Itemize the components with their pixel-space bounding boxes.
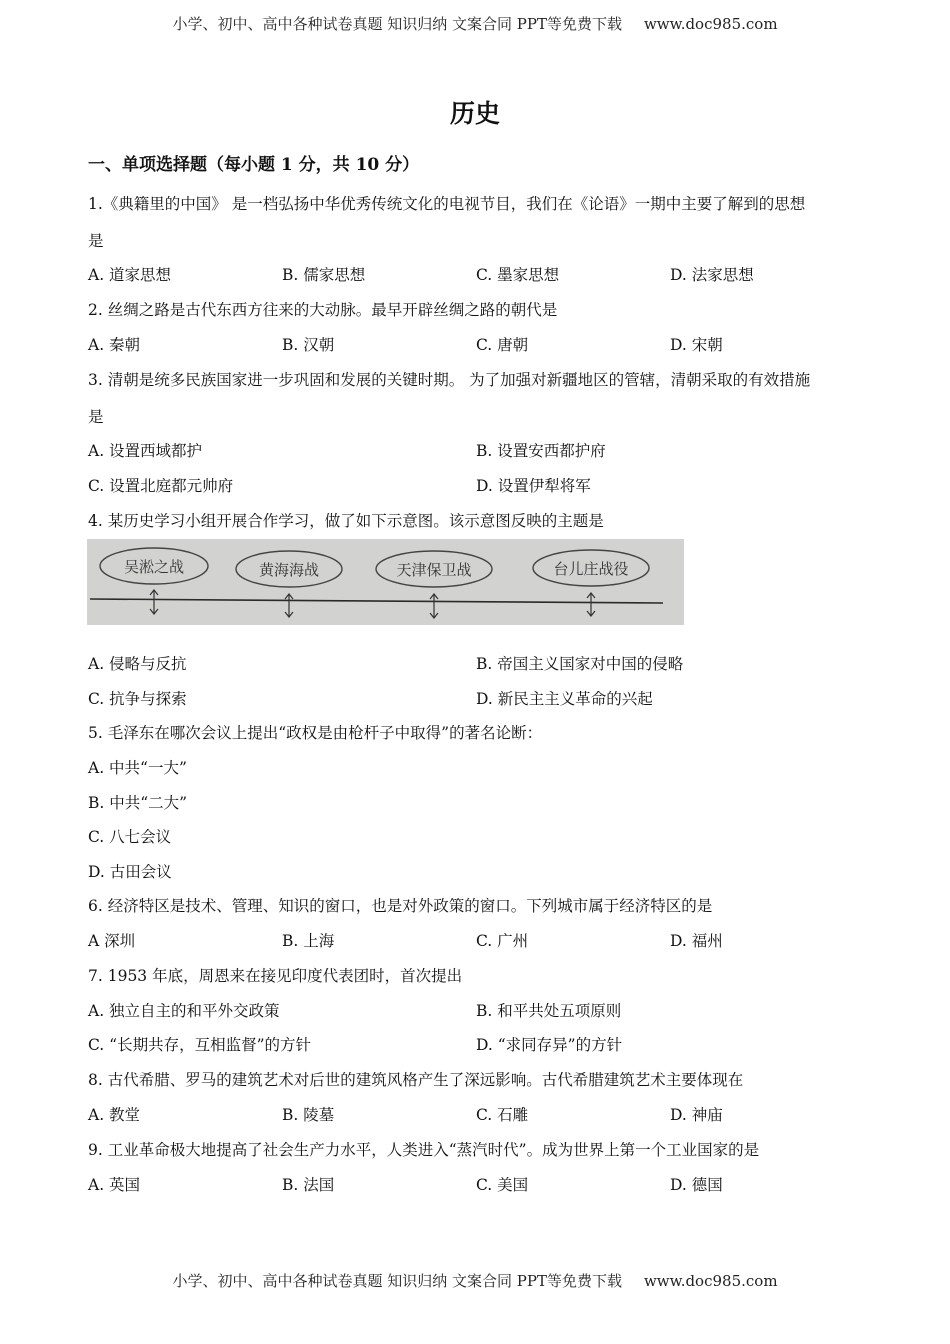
page-title: 历史 xyxy=(449,99,500,128)
q7-option-c[interactable]: C. “长期共存，互相监督”的方针 xyxy=(88,1036,312,1054)
q7-option-b[interactable]: B. 和平共处五项原则 xyxy=(476,1002,622,1020)
q4-option-d[interactable]: D. 新民主主义革命的兴起 xyxy=(476,690,653,708)
q9-option-b[interactable]: B. 法国 xyxy=(282,1176,335,1194)
q9-option-c[interactable]: C. 美国 xyxy=(476,1176,529,1194)
q4-option-b[interactable]: B. 帝国主义国家对中国的侵略 xyxy=(476,655,684,673)
q5-option-b[interactable]: B. 中共“二大” xyxy=(88,794,188,812)
q9-option-a[interactable]: A. 英国 xyxy=(88,1176,141,1194)
header-site-link[interactable]: www.doc985.com xyxy=(643,15,778,33)
footer-text: 小学、初中、高中各种试卷真题 知识归纳 文案合同 PPT等免费下载 xyxy=(172,1272,622,1290)
q8-option-c[interactable]: C. 石雕 xyxy=(476,1106,529,1124)
page-footer xyxy=(0,1270,950,1291)
q9-option-d[interactable]: D. 德国 xyxy=(670,1176,723,1194)
q7-option-a[interactable]: A. 独立自主的和平外交政策 xyxy=(88,1002,280,1020)
q1-option-b[interactable]: B. 儒家思想 xyxy=(282,266,366,284)
q6-option-c[interactable]: C. 广州 xyxy=(476,932,529,950)
section-heading: 一、单项选择题（每小题 1 分，共 10 分） xyxy=(88,155,420,175)
q1-option-d[interactable]: D. 法家思想 xyxy=(670,266,754,284)
question-4-stem: 4. 某历史学习小组开展合作学习，做了如下示意图。该示意图反映的主题是 xyxy=(88,512,604,530)
q8-option-a[interactable]: A. 教堂 xyxy=(88,1106,141,1124)
header-text: 小学、初中、高中各种试卷真题 知识归纳 文案合同 PPT等免费下载 xyxy=(172,15,622,33)
page-header xyxy=(0,13,950,34)
diagram-label-4: 台儿庄战役 xyxy=(553,560,629,578)
question-8-stem: 8. 古代希腊、罗马的建筑艺术对后世的建筑风格产生了深远影响。古代希腊建筑艺术主要体现在 xyxy=(88,1071,744,1089)
q8-option-d[interactable]: D. 神庙 xyxy=(670,1106,723,1124)
q2-option-b[interactable]: B. 汉朝 xyxy=(282,336,335,354)
question-1-stem: 1.《典籍里的中国》 是一档弘扬中华优秀传统文化的电视节目，我们在《论语》一期中主要了解到的思想 xyxy=(88,195,806,213)
q3-option-d[interactable]: D. 设置伊犁将军 xyxy=(476,477,591,495)
diagram-label-1: 吴淞之战 xyxy=(123,558,185,576)
diagram-label-2: 黄海海战 xyxy=(258,561,320,579)
q6-option-b[interactable]: B. 上海 xyxy=(282,932,335,950)
question-5-stem: 5. 毛泽东在哪次会议上提出“政权是由枪杆子中取得”的著名论断： xyxy=(88,724,543,742)
q1-option-a[interactable]: A. 道家思想 xyxy=(88,266,172,284)
footer-site-link[interactable]: www.doc985.com xyxy=(643,1272,778,1290)
q4-option-a[interactable]: A. 侵略与反抗 xyxy=(88,655,187,673)
question-2-stem: 2. 丝绸之路是古代东西方往来的大动脉。最早开辟丝绸之路的朝代是 xyxy=(88,301,558,319)
q3-option-a[interactable]: A. 设置西域都护 xyxy=(88,442,203,460)
q5-option-d[interactable]: D. 古田会议 xyxy=(88,863,172,881)
q3-option-c[interactable]: C. 设置北庭都元帅府 xyxy=(88,477,234,495)
q6-option-d[interactable]: D. 福州 xyxy=(670,932,723,950)
q2-option-d[interactable]: D. 宋朝 xyxy=(670,336,723,354)
question-3-stem: 3. 清朝是统多民族国家进一步巩固和发展的关键时期。 为了加强对新疆地区的管辖，清朝采取的有效措施 xyxy=(88,371,811,389)
q4-option-c[interactable]: C. 抗争与探索 xyxy=(88,690,187,708)
question-1-stem-cont: 是 xyxy=(88,232,104,250)
diagram-label-3: 天津保卫战 xyxy=(396,561,472,579)
q8-option-b[interactable]: B. 陵墓 xyxy=(282,1106,335,1124)
diagram-node-2 xyxy=(236,551,342,617)
q2-option-a[interactable]: A. 秦朝 xyxy=(88,336,141,354)
q1-option-c[interactable]: C. 墨家思想 xyxy=(476,266,560,284)
diagram-node-3 xyxy=(376,551,492,618)
question-9-stem: 9. 工业革命极大地提高了社会生产力水平，人类进入“蒸汽时代”。成为世界上第一个工业国家的是 xyxy=(88,1141,760,1159)
battle-timeline-diagram xyxy=(87,539,684,625)
timeline-axis xyxy=(90,599,663,603)
diagram-node-4 xyxy=(533,550,649,616)
q2-option-c[interactable]: C. 唐朝 xyxy=(476,336,529,354)
question-3-stem-cont: 是 xyxy=(88,408,104,426)
q3-option-b[interactable]: B. 设置安西都护府 xyxy=(476,442,606,460)
diagram-node-1 xyxy=(100,548,208,614)
question-6-stem: 6. 经济特区是技术、管理、知识的窗口，也是对外政策的窗口。下列城市属于经济特区的是 xyxy=(88,897,713,915)
q5-option-c[interactable]: C. 八七会议 xyxy=(88,828,172,846)
q7-option-d[interactable]: D. “求同存异”的方针 xyxy=(476,1036,623,1054)
q5-option-a[interactable]: A. 中共“一大” xyxy=(88,759,187,777)
question-7-stem: 7. 1953 年底，周恩来在接见印度代表团时，首次提出 xyxy=(88,967,463,985)
q6-option-a[interactable]: A 深圳 xyxy=(88,932,136,950)
